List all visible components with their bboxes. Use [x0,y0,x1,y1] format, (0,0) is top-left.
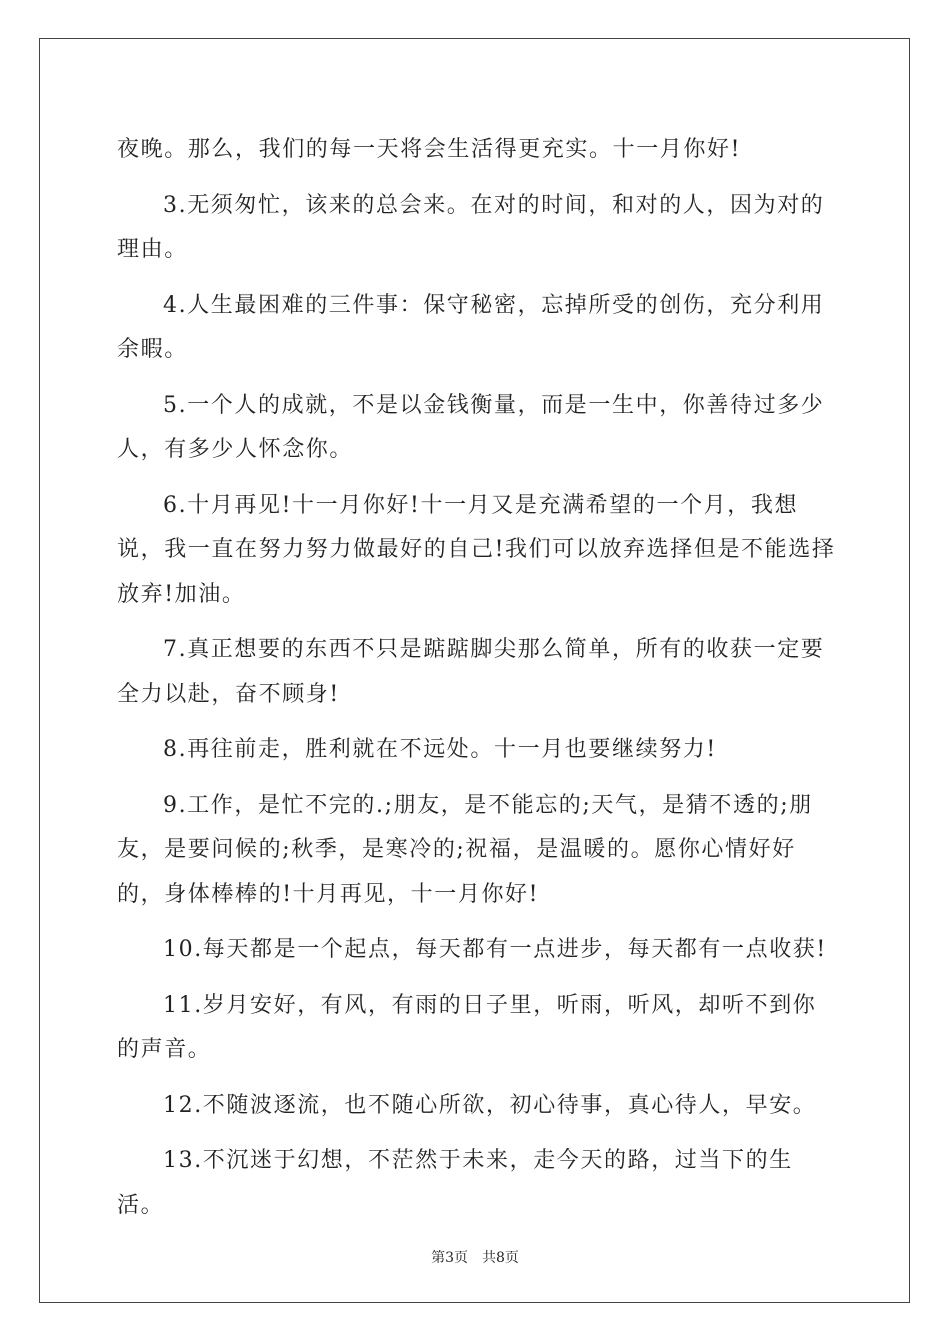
paragraph-8: 8.再往前走，胜利就在不远处。十一月也要继续努力! [163,737,717,762]
paragraph-9: 9.工作，是忙不完的.;朋友，是不能忘的;天气，是猜不透的;朋友，是要问候的;秋季，是寒冷的;祝福，是温暖的。愿你心情好好的，身体棒棒的!十月再见，十一月你好! [117,792,813,907]
paragraph-11: 11.岁月安好，有风，有雨的日子里，听雨，听风，却听不到你的声音。 [117,992,817,1062]
document-body [117,128,837,1239]
paragraph-12: 12.不随波逐流，也不随心所欲，初心待事，真心待人，早安。 [163,1092,817,1118]
paragraph-6: 6.十月再见!十一月你好!十一月又是充满希望的一个月，我想说，我一直在努力努力做最好的自己!我们可以放弃选择但是不能选择放弃!加油。 [117,492,836,607]
paragraph-4: 4.人生最困难的三件事：保守秘密，忘掉所受的创伤，充分利用余暇。 [117,292,825,362]
paragraph-3: 3.无须匆忙，该来的总会来。在对的时间，和对的人，因为对的理由。 [117,192,825,262]
paragraph-10: 10.每天都是一个起点，每天都有一点进步，每天都有一点收获! [163,937,827,962]
total-pages: 共8页 [482,1250,519,1266]
paragraph-5: 5.一个人的成就，不是以金钱衡量，而是一生中，你善待过多少人，有多少人怀念你。 [117,392,825,462]
paragraph-13: 13.不沉迷于幻想，不茫然于未来，走今天的路，过当下的生活。 [117,1148,793,1218]
paragraph-continued: 夜晚。那么，我们的每一天将会生活得更充实。十一月你好! [117,137,742,162]
page-number: 第3页 [431,1250,468,1266]
page-footer [0,1247,950,1267]
paragraph-7: 7.真正想要的东西不只是踮踮脚尖那么简单，所有的收获一定要全力以赴，奋不顾身! [117,637,825,707]
